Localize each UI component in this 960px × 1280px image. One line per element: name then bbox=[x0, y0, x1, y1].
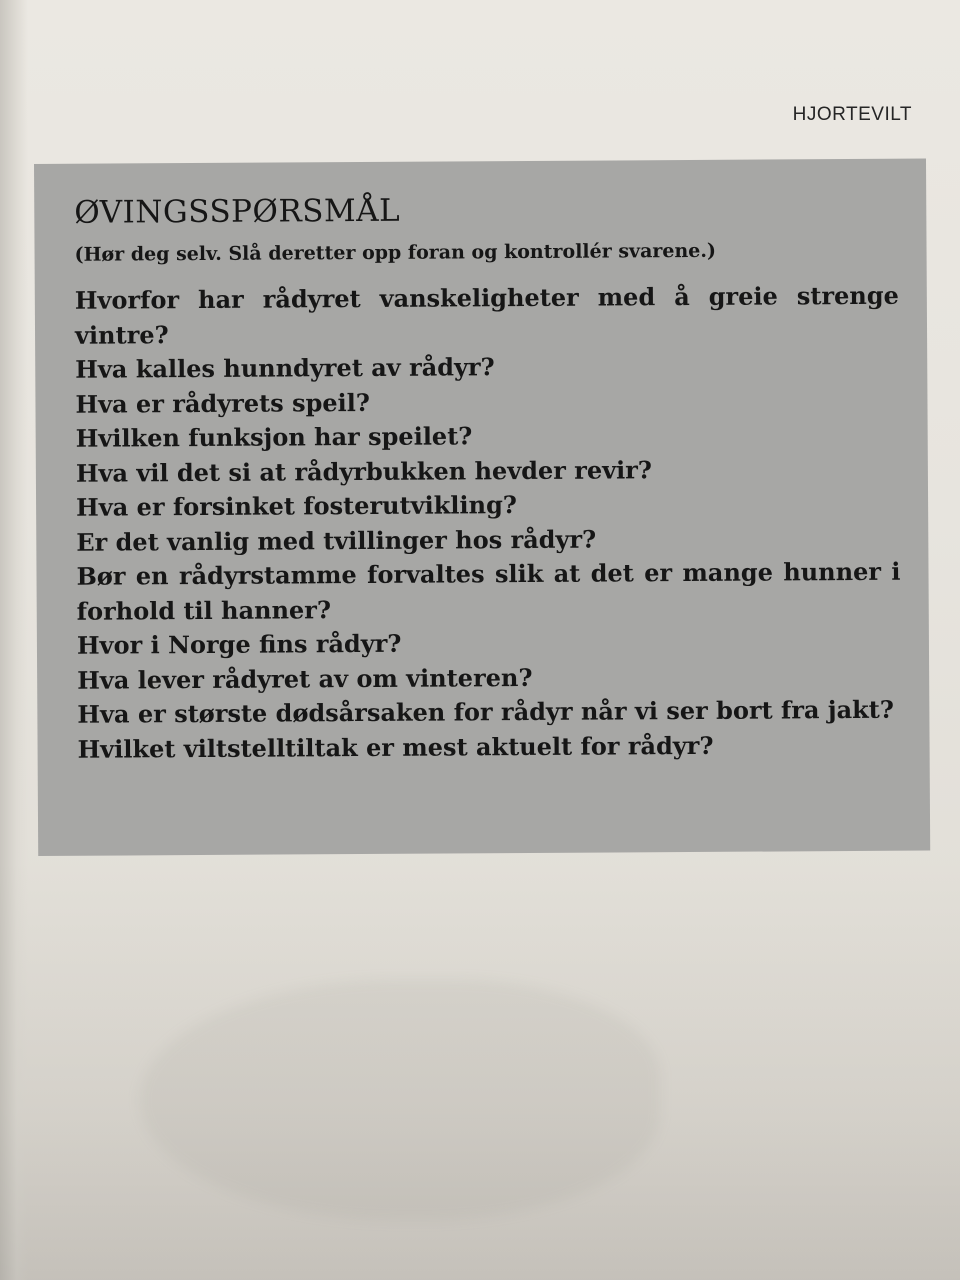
question-item: Hva kalles hunndyret av rådyr? bbox=[75, 352, 495, 384]
question-item: Hvilken funksjon har speilet? bbox=[75, 421, 473, 453]
question-item: Hva er rådyrets speil? bbox=[75, 387, 371, 419]
exercise-instructions: (Hør deg selv. Slå deretter opp foran og kontrollér svarene.) bbox=[74, 239, 717, 266]
question-item: Hvor i Norge fins rådyr? bbox=[76, 628, 402, 660]
running-head: HJORTEVILT bbox=[792, 104, 912, 125]
exercise-title: ØVINGSSPØRSMÅL bbox=[74, 192, 401, 231]
page-bottom-shadow bbox=[0, 860, 960, 1280]
exercise-box bbox=[34, 159, 930, 856]
question-list bbox=[75, 279, 902, 767]
question-item: Hva er forsinket fosterutvikling? bbox=[76, 490, 517, 522]
question-item: Bør en rådyrstamme forvaltes slik at det er mange hunner i forhold til hanner? bbox=[76, 556, 901, 626]
question-item: Hva lever rådyret av om vinteren? bbox=[77, 662, 533, 695]
question-item: Hva er største dødsårsaken for rådyr når vi ser bort fra jakt? bbox=[77, 694, 894, 729]
question-item: Hvilket viltstelltiltak er mest aktuelt for rådyr? bbox=[77, 730, 714, 764]
question-item: Er det vanlig med tvillinger hos rådyr? bbox=[76, 524, 597, 557]
question-item: Hva vil det si at rådyrbukken hevder revir? bbox=[75, 454, 653, 488]
question-item: Hvorfor har rådyret vanskeligheter med å greie strenge vintre? bbox=[74, 280, 899, 350]
